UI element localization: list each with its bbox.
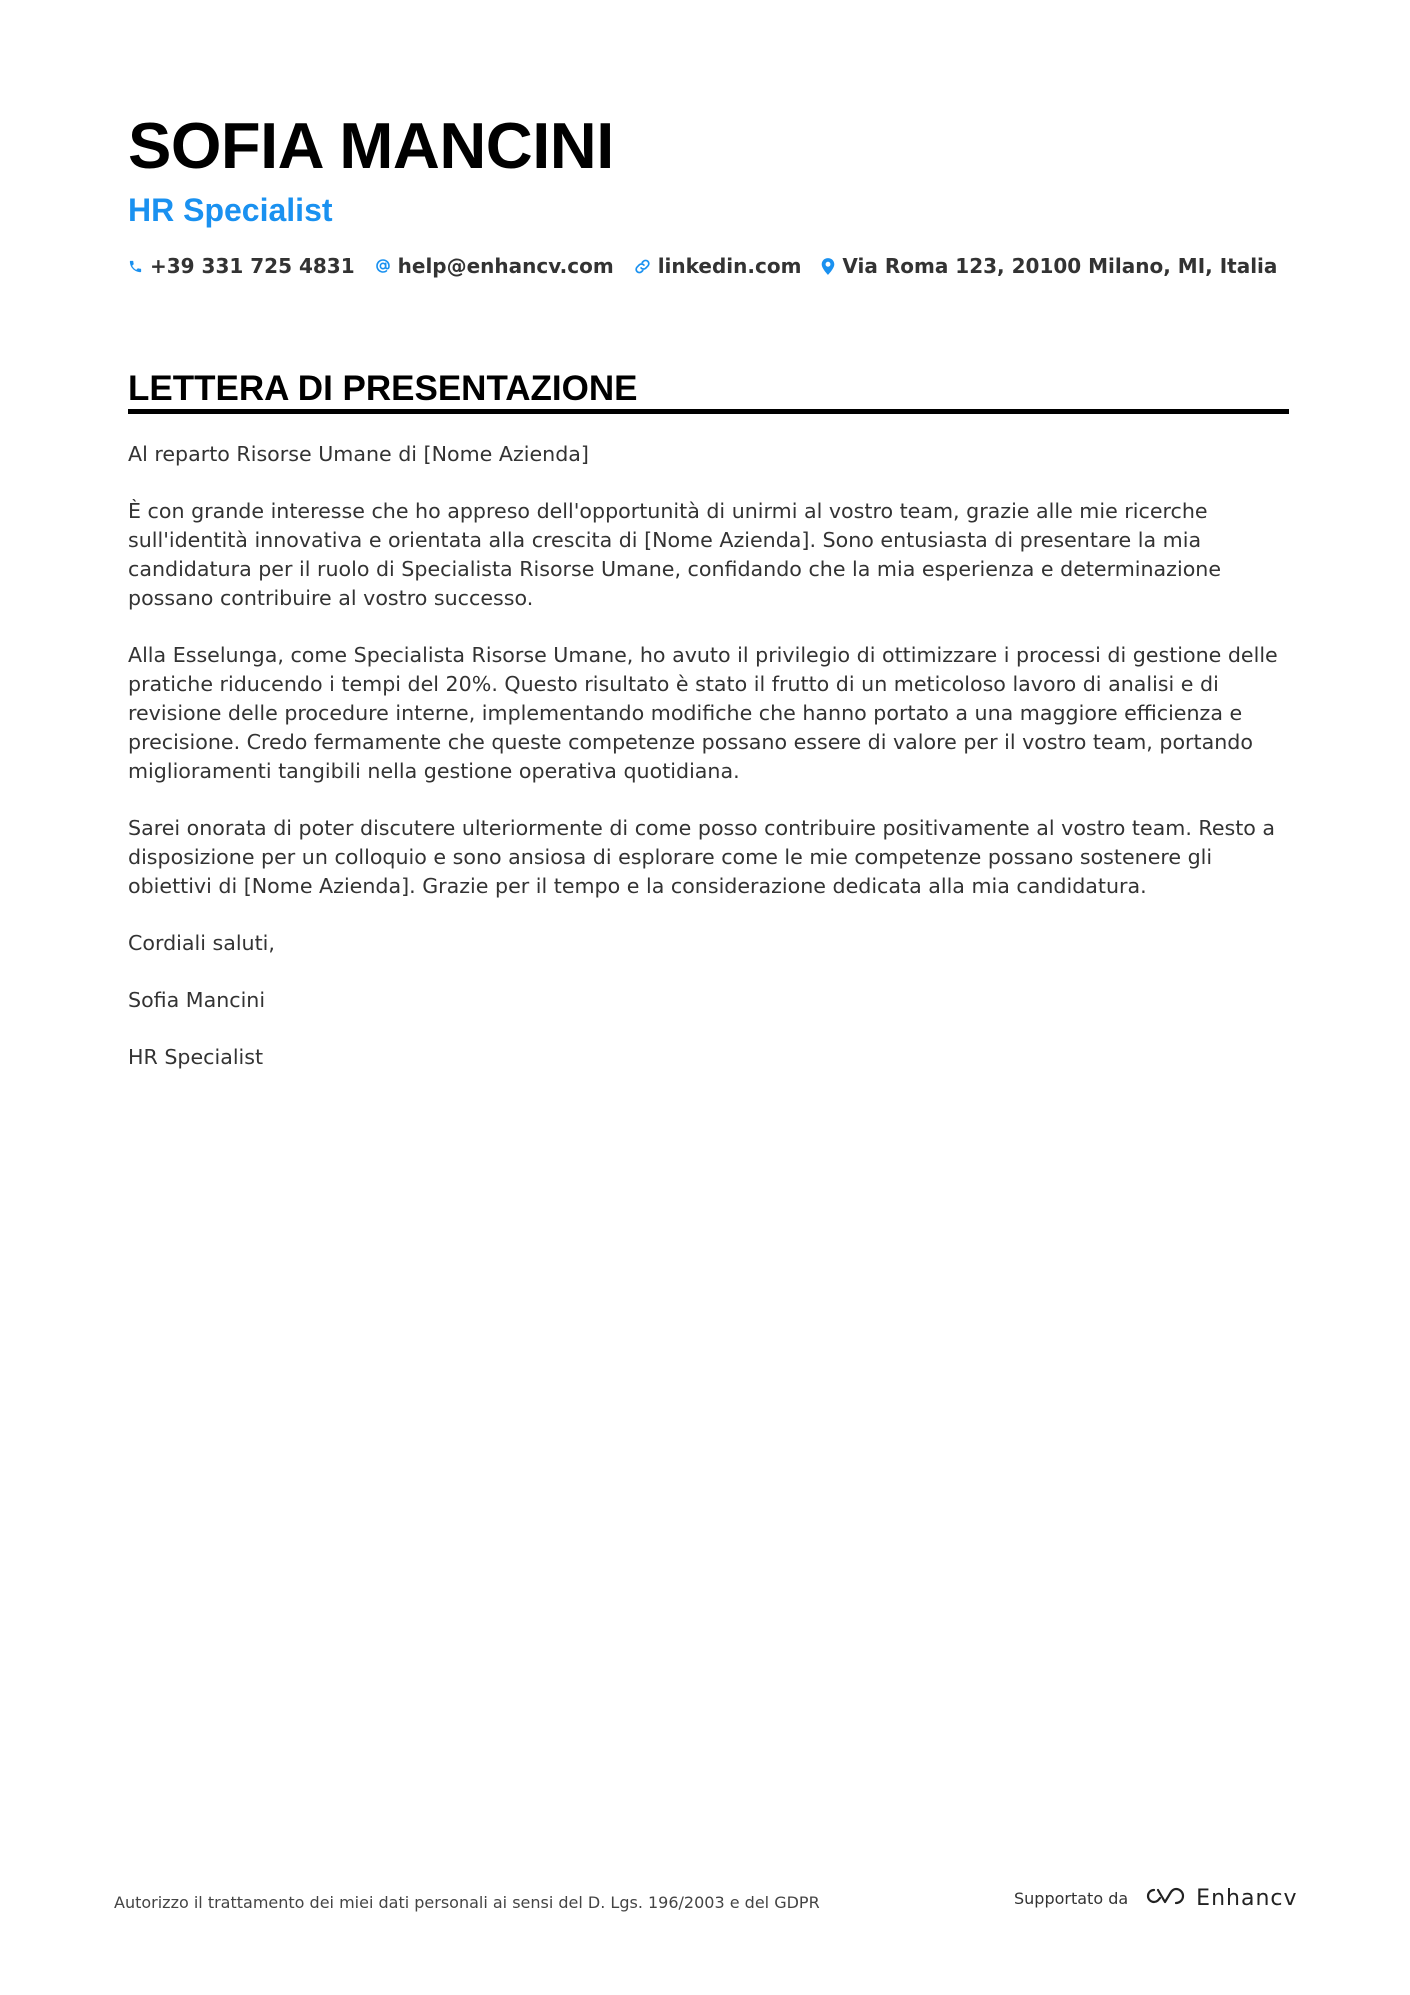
- signature-title: HR Specialist: [128, 1045, 264, 1069]
- letter-paragraph: È con grande interesse che ho appreso dell'opportunità di unirmi al vostro team, grazie alle mie ricerche sull'identità innovativa e orientata alla crescita di [Nome Azienda]. Sono entusiasta di presentare la mia candidatura per il ruolo di Specialista Risorse Umane, confidando che la mia esperienza e determinazione possano contribuire al vostro successo.: [128, 499, 1222, 610]
- letter-closing: Cordiali saluti,: [128, 931, 275, 955]
- powered-by: [1014, 1884, 1298, 1912]
- address-text: Via Roma 123, 20100 Milano, MI, Italia: [842, 254, 1278, 278]
- enhancv-brand[interactable]: [1140, 1884, 1297, 1912]
- section-title: LETTERA DI PRESENTAZIONE: [128, 369, 638, 408]
- powered-by-label: Supportato da: [1014, 1888, 1129, 1908]
- candidate-name: SOFIA MANCINI: [128, 109, 614, 182]
- email-text[interactable]: help@enhancv.com: [397, 254, 614, 278]
- candidate-role: HR Specialist: [128, 192, 333, 228]
- letter-body: [128, 440, 1293, 1100]
- enhancv-wordmark: Enhancv: [1196, 1885, 1298, 1911]
- contact-email: [375, 254, 614, 278]
- letter-paragraph: Sarei onorata di poter discutere ulteriormente di come posso contribuire positivamente al vostro team. Resto a disposizione per un colloquio e sono ansiosa di esplorare come le mie competenze possano sostenere gli obiettivi di [Nome Azienda]. Grazie per il tempo e la considerazione dedicata alla mia candidatura.: [128, 816, 1276, 898]
- contact-address: [821, 254, 1277, 278]
- link-icon: [634, 258, 651, 275]
- section-divider: [128, 409, 1289, 414]
- contact-bar: [128, 254, 1277, 278]
- contact-phone: [128, 254, 355, 278]
- contact-linkedin: [634, 254, 802, 278]
- location-pin-icon: [821, 258, 835, 275]
- at-icon: [375, 258, 391, 274]
- linkedin-text[interactable]: linkedin.com: [657, 254, 802, 278]
- signature-name: Sofia Mancini: [128, 988, 266, 1012]
- letter-greeting: Al reparto Risorse Umane di [Nome Azienda]: [128, 442, 589, 466]
- phone-text[interactable]: +39 331 725 4831: [150, 254, 355, 278]
- letter-paragraph: Alla Esselunga, come Specialista Risorse Umane, ho avuto il privilegio di ottimizzare i processi di gestione delle pratiche riducendo i tempi del 20%. Questo risultato è stato il frutto di un meticoloso lavoro di analisi e di revisione delle procedure interne, implementando modifiche che hanno portato a una maggiore efficienza e precisione. Credo fermamente che queste competenze possano essere di valore per il vostro team, portando miglioramenti tangibili nella gestione operativa quotidiana.: [128, 643, 1278, 783]
- privacy-consent-note: Autorizzo il trattamento dei miei dati personali ai sensi del D. Lgs. 196/2003 e del GDPR: [114, 1893, 820, 1912]
- enhancv-logo-icon: [1140, 1884, 1188, 1912]
- phone-icon: [128, 259, 143, 274]
